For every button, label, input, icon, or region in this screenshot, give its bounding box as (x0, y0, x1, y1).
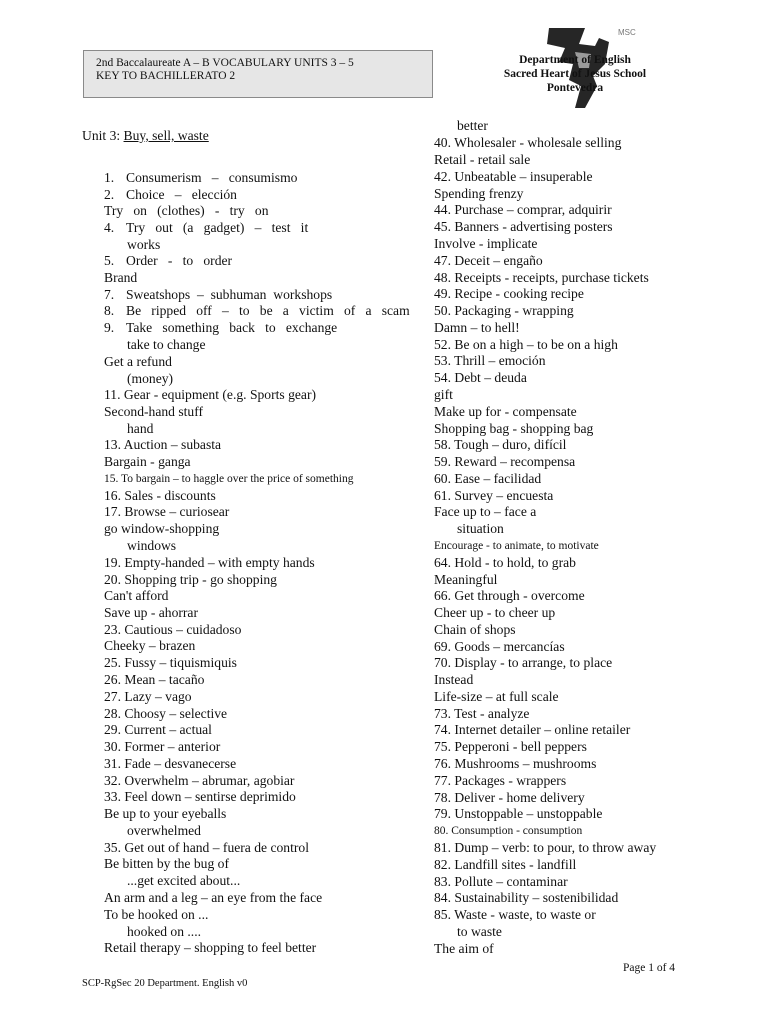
vocab-entry: 49. Recipe - cooking recipe (434, 286, 584, 301)
entry-text: Sweatshops – subhuman workshops (126, 287, 333, 302)
entry-text: Be ripped off – to be a victim of a scam (126, 303, 410, 318)
vocab-entry: 48. Receipts - receipts, purchase tickets (434, 270, 649, 285)
vocab-entry: Be bitten by the bug of (104, 856, 229, 871)
school-city: Pontevedra (546, 82, 604, 94)
vocab-entry: 76. Mushrooms – mushrooms (434, 756, 597, 771)
vocab-entry (104, 287, 332, 304)
vocab-entry: Retail therapy – shopping to feel better (104, 940, 317, 955)
vocab-entry: gift (434, 387, 453, 402)
vocab-entry: 40. Wholesaler - wholesale selling (434, 135, 622, 150)
vocab-entry: 58. Tough – duro, difícil (434, 437, 567, 452)
unit-title (82, 128, 209, 145)
vocab-entry: 60. Ease – facilidad (434, 471, 542, 486)
vocab-entry: to waste (457, 924, 502, 939)
vocab-entry: 16. Sales - discounts (104, 488, 216, 503)
logo-tag: MSC (618, 28, 636, 37)
entry-number: 7. (104, 287, 115, 302)
vocab-entry: Cheer up - to cheer up (434, 605, 556, 620)
vocab-entry: works (127, 237, 161, 252)
unit-title-prefix: Unit 3: (82, 128, 124, 143)
vocab-entry: 13. Auction – subasta (104, 437, 222, 452)
vocab-entry: 26. Mean – tacaño (104, 672, 205, 687)
vocab-entry: 83. Pollute – contaminar (434, 874, 568, 889)
entry-number: 1. (104, 170, 115, 185)
vocab-entry: ...get excited about... (127, 873, 241, 888)
header-subtitle: KEY TO BACHILLERATO 2 (96, 70, 236, 82)
vocab-entry: better (457, 118, 488, 133)
vocab-entry: 70. Display - to arrange, to place (434, 655, 613, 670)
vocab-entry: 29. Current – actual (104, 722, 212, 737)
vocab-entry: situation (457, 521, 504, 536)
vocab-entry: 52. Be on a high – to be on a high (434, 337, 618, 352)
vocab-entry: hooked on .... (127, 924, 202, 939)
vocab-entry: 64. Hold - to hold, to grab (434, 555, 576, 570)
vocab-entry (104, 253, 232, 270)
vocab-entry: 77. Packages - wrappers (434, 773, 567, 788)
vocab-entry: 69. Goods – mercancías (434, 639, 565, 654)
entry-text: Choice – elección (126, 187, 237, 202)
vocab-entry: Retail - retail sale (434, 152, 531, 167)
vocab-entry: 44. Purchase – comprar, adquirir (434, 202, 612, 217)
vocab-entry: Second-hand stuff (104, 404, 204, 419)
vocab-entry: 31. Fade – desvanecerse (104, 756, 237, 771)
entry-number: 2. (104, 187, 115, 202)
vocab-entry: 30. Former – anterior (104, 739, 221, 754)
vocab-entry: Try on (clothes) - try on (104, 203, 269, 218)
vocab-entry: 42. Unbeatable – insuperable (434, 169, 593, 184)
vocab-entry: Meaningful (434, 572, 498, 587)
vocab-entry: Shopping bag - shopping bag (434, 421, 594, 436)
vocab-entry: Chain of shops (434, 622, 516, 637)
school-name: Sacred Heart of Jesus School (503, 68, 647, 80)
vocab-entry: Life-size – at full scale (434, 689, 559, 704)
vocab-entry: 17. Browse – curiosear (104, 504, 230, 519)
vocab-entry: 27. Lazy – vago (104, 689, 192, 704)
vocab-entry: Save up - ahorrar (104, 605, 198, 620)
vocab-entry: 11. Gear - equipment (e.g. Sports gear) (104, 387, 317, 402)
vocab-entry: 59. Reward – recompensa (434, 454, 576, 469)
vocab-entry: 25. Fussy – tiquismiquis (104, 655, 237, 670)
entry-text: Try out (a gadget) – test it (126, 220, 309, 235)
entry-text: Order - to order (126, 253, 233, 268)
vocab-entry: Cheeky – brazen (104, 638, 196, 653)
vocab-entry: Damn – to hell! (434, 320, 520, 335)
entry-text: Take something back to exchange (126, 320, 338, 335)
department-name: Department of English (519, 54, 631, 66)
vocab-entry: overwhelmed (127, 823, 201, 838)
vocab-entry: To be hooked on ... (104, 907, 209, 922)
vocab-entry: 84. Sustainability – sostenibilidad (434, 890, 619, 905)
vocab-entry: 32. Overwhelm – abrumar, agobiar (104, 773, 295, 788)
vocab-entry: (money) (127, 371, 174, 386)
vocab-entry: 53. Thrill – emoción (434, 353, 546, 368)
vocab-entry: Spending frenzy (434, 186, 524, 201)
vocab-entry: 81. Dump – verb: to pour, to throw away (434, 840, 657, 855)
vocab-entry: Involve - implicate (434, 236, 538, 251)
vocab-entry: 33. Feel down – sentirse deprimido (104, 789, 296, 804)
vocab-entry: 45. Banners - advertising posters (434, 219, 613, 234)
vocab-entry: 75. Pepperoni - bell peppers (434, 739, 587, 754)
vocab-entry: Can't afford (104, 588, 169, 603)
vocab-entry: 74. Internet detailer – online retailer (434, 722, 631, 737)
vocab-entry: 78. Deliver - home delivery (434, 790, 585, 805)
vocab-entry: 20. Shopping trip - go shopping (104, 572, 277, 587)
vocab-entry: 79. Unstoppable – unstoppable (434, 806, 603, 821)
vocab-entry: The aim of (434, 941, 494, 956)
vocab-entry: 80. Consumption - consumption (434, 825, 583, 837)
vocab-entry: 66. Get through - overcome (434, 588, 585, 603)
entry-number: 9. (104, 320, 115, 335)
vocab-entry: 82. Landfill sites - landfill (434, 857, 577, 872)
entry-text: Consumerism – consumismo (126, 170, 298, 185)
vocab-entry: 85. Waste - waste, to waste or (434, 907, 596, 922)
vocab-entry: 19. Empty-handed – with empty hands (104, 555, 315, 570)
vocab-entry: windows (127, 538, 177, 553)
header-title: 2nd Baccalaureate A – B VOCABULARY UNITS 3 – 5 (96, 57, 354, 69)
vocab-entry: 50. Packaging - wrapping (434, 303, 574, 318)
vocab-entry: Get a refund (104, 354, 172, 369)
vocab-entry (104, 170, 297, 187)
document-header-box (83, 50, 433, 98)
entry-number: 4. (104, 220, 115, 235)
vocab-entry: 47. Deceit – engaño (434, 253, 543, 268)
vocab-entry: 28. Choosy – selective (104, 706, 228, 721)
vocab-entry: 54. Debt – deuda (434, 370, 527, 385)
vocab-entry: 73. Test - analyze (434, 706, 530, 721)
vocab-entry: 61. Survey – encuesta (434, 488, 554, 503)
vocab-entry: 35. Get out of hand – fuera de control (104, 840, 309, 855)
vocab-entry (104, 187, 237, 204)
vocab-entry: An arm and a leg – an eye from the face (104, 890, 323, 905)
page-number: Page 1 of 4 (623, 962, 676, 974)
vocab-entry: 23. Cautious – cuidadoso (104, 622, 242, 637)
school-name-block (468, 53, 682, 95)
unit-title-topic: Buy, sell, waste (123, 128, 209, 143)
vocab-entry (104, 320, 337, 337)
vocab-entry: Brand (104, 270, 138, 285)
footer-code: SCP-RgSec 20 Department. English v0 (82, 978, 248, 989)
vocab-entry: Encourage - to animate, to motivate (434, 540, 599, 552)
vocab-entry: Make up for - compensate (434, 404, 577, 419)
vocab-entry (104, 220, 308, 237)
vocab-entry: Instead (434, 672, 474, 687)
vocab-entry: Face up to – face a (434, 504, 537, 519)
entry-number: 5. (104, 253, 115, 268)
entry-number: 8. (104, 303, 115, 318)
vocab-entry: hand (127, 421, 154, 436)
vocab-entry: 15. To bargain – to haggle over the price of something (104, 473, 354, 485)
vocab-entry: Bargain - ganga (104, 454, 191, 469)
vocab-entry: take to change (127, 337, 206, 352)
vocab-entry: Be up to your eyeballs (104, 806, 227, 821)
vocab-entry (104, 303, 410, 320)
vocab-entry: go window-shopping (104, 521, 220, 536)
